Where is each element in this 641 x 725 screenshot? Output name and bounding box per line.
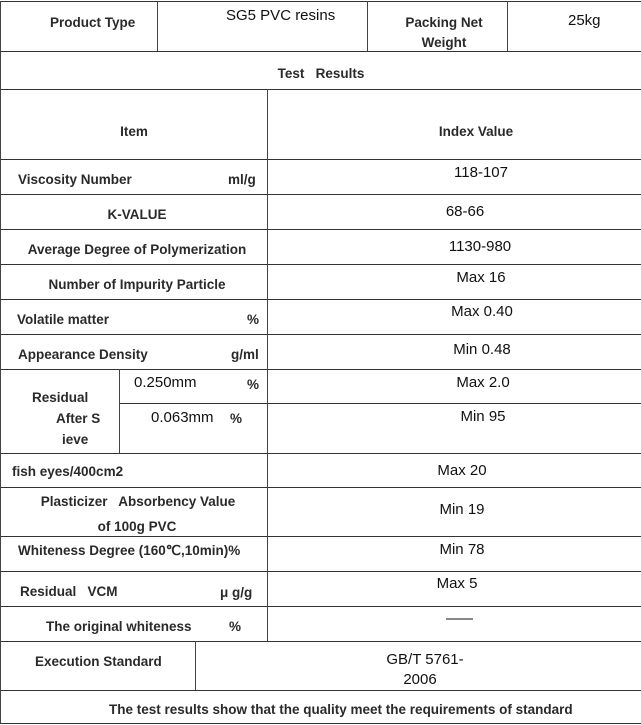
divider xyxy=(0,159,641,160)
row-value: Min 0.48 xyxy=(453,341,511,358)
packing-label-line1: Packing Net xyxy=(405,15,483,30)
row-item: The original whiteness xyxy=(46,619,192,634)
row-value: 118-107 xyxy=(454,164,508,181)
sieve-label-line2: After S xyxy=(56,411,101,426)
row-unit: % xyxy=(229,619,242,634)
execution-standard-value-line2: 2006 xyxy=(403,671,437,688)
divider xyxy=(0,369,641,370)
column-header-index-value: Index Value xyxy=(438,124,514,139)
row-item: K-VALUE xyxy=(107,207,167,222)
sieve-unit: % xyxy=(230,411,243,426)
row-unit: μ g/g xyxy=(220,585,253,600)
row-item: Viscosity Number xyxy=(18,172,132,187)
divider xyxy=(267,89,268,641)
divider xyxy=(0,571,641,572)
section-title: Test Results xyxy=(277,66,365,81)
divider xyxy=(0,194,641,195)
sieve-size: 0.063mm xyxy=(151,409,214,426)
column-header-item: Item xyxy=(120,124,148,139)
sieve-label-line3: ieve xyxy=(62,432,89,447)
divider xyxy=(0,1,641,2)
sieve-unit: % xyxy=(247,377,260,392)
divider xyxy=(0,299,641,300)
divider xyxy=(507,1,508,51)
divider xyxy=(119,403,641,404)
sieve-value: Max 2.0 xyxy=(456,374,510,391)
row-unit: ml/g xyxy=(228,172,256,187)
divider xyxy=(0,264,641,265)
row-value: Max 0.40 xyxy=(451,303,513,320)
sieve-value: Min 95 xyxy=(460,408,506,425)
row-value: Max 5 xyxy=(436,575,478,592)
sieve-label-line1: Residual xyxy=(32,390,89,405)
row-item: fish eyes/400cm2 xyxy=(12,464,124,479)
product-type-value: SG5 PVC resins xyxy=(226,7,336,24)
row-value: Max 20 xyxy=(437,462,487,479)
row-item: Volatile matter xyxy=(17,312,110,327)
divider xyxy=(0,89,641,90)
row-value: 68-66 xyxy=(445,203,485,220)
execution-standard-value-line1: GB/T 5761- xyxy=(386,651,464,668)
divider xyxy=(119,369,120,453)
row-item: Whiteness Degree (160℃,10min)% xyxy=(18,543,241,558)
divider xyxy=(0,690,641,691)
divider xyxy=(195,641,196,690)
divider xyxy=(0,606,641,607)
row-item-line2: of 100g PVC xyxy=(97,519,177,534)
sieve-size: 0.250mm xyxy=(134,374,197,391)
row-item-line1: Plasticizer Absorbency Value xyxy=(40,494,236,509)
packing-label-line2: Weight xyxy=(421,35,467,50)
product-type-label: Product Type xyxy=(50,15,136,30)
row-unit: g/ml xyxy=(231,347,259,362)
row-value: 1130-980 xyxy=(448,238,512,255)
row-value: Min 78 xyxy=(439,541,485,558)
divider xyxy=(0,1,1,723)
conclusion-text: The test results show that the quality meet the requirements of standard xyxy=(109,702,573,717)
divider xyxy=(0,641,641,642)
row-item: Appearance Density xyxy=(18,347,148,362)
dash-value: —— xyxy=(446,610,470,627)
row-value: Max 16 xyxy=(456,269,506,286)
divider xyxy=(0,51,641,52)
packing-value: 25kg xyxy=(568,12,601,29)
divider xyxy=(0,487,641,488)
divider xyxy=(367,1,368,51)
divider xyxy=(0,536,641,537)
row-item: Number of Impurity Particle xyxy=(48,277,226,292)
row-item: Residual VCM xyxy=(20,584,118,599)
execution-standard-label: Execution Standard xyxy=(35,654,162,669)
divider xyxy=(157,1,158,51)
row-item: Average Degree of Polymerization xyxy=(27,242,247,257)
row-unit: % xyxy=(247,312,260,327)
divider xyxy=(0,229,641,230)
divider xyxy=(0,453,641,454)
divider xyxy=(0,334,641,335)
row-value: Min 19 xyxy=(439,501,485,518)
divider xyxy=(0,723,641,724)
